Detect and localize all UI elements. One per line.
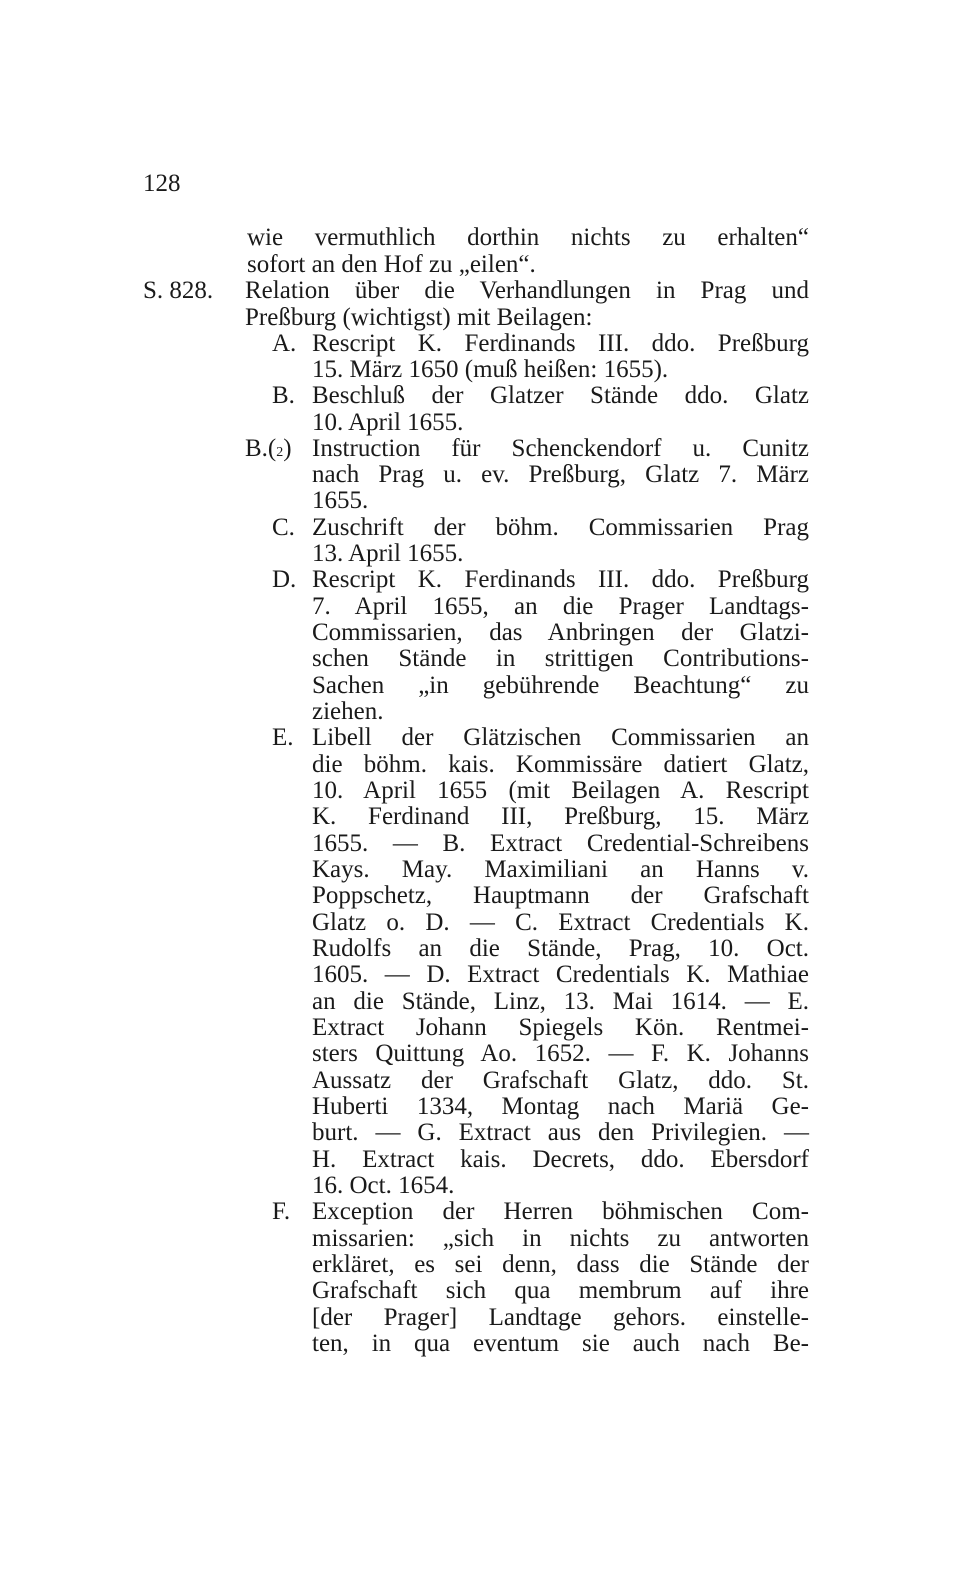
enclosure-marker: C. <box>272 514 295 541</box>
enclosure-line: Glatz o. D. — C. Extract Credentials K. <box>312 909 809 936</box>
enclosure-line: an die Stände, Linz, 13. Mai 1614. — E. <box>312 988 809 1015</box>
enclosure-line: 16. Oct. 1654. <box>312 1172 455 1199</box>
enclosure-line: burt. — G. Extract aus den Privilegien. — <box>312 1119 809 1146</box>
relation-line: Preßburg (wichtigst) mit Beilagen: <box>245 304 593 331</box>
enclosure-line: Aussatz der Grafschaft Glatz, ddo. St. <box>312 1067 809 1094</box>
enclosure-marker-subscript: 2 <box>276 445 284 460</box>
enclosure-line: Libell der Glätzischen Commissarien an <box>312 724 809 751</box>
section-label: S. 828. <box>143 277 214 304</box>
enclosure-line: Grafschaft sich qua membrum auf ihre <box>312 1277 809 1304</box>
enclosure-line: Poppschetz, Hauptmann der Grafschaft <box>312 882 809 909</box>
enclosure-line: 1655. — B. Extract Credential-Schreibens <box>312 830 809 857</box>
enclosure-line: nach Prag u. ev. Preßburg, Glatz 7. März <box>312 461 809 488</box>
enclosure-line: ziehen. <box>312 698 384 725</box>
enclosure-line: ten, in qua eventum sie auch nach Be- <box>312 1330 809 1357</box>
enclosure-line: Kays. May. Maximiliani an Hanns v. <box>312 856 809 883</box>
enclosure-line: Rudolfs an die Stände, Prag, 10. Oct. <box>312 935 809 962</box>
enclosure-line: 1605. — D. Extract Credentials K. Mathiae <box>312 961 809 988</box>
enclosure-line: Huberti 1334, Montag nach Mariä Ge- <box>312 1093 809 1120</box>
enclosure-marker: F. <box>272 1198 291 1225</box>
enclosure-line: Sachen „in gebührende Beachtung“ zu <box>312 672 809 699</box>
intro-line: sofort an den Hof zu „eilen“. <box>247 251 536 278</box>
enclosure-line: Commissarien, das Anbringen der Glatzi- <box>312 619 809 646</box>
enclosure-line: 13. April 1655. <box>312 540 464 567</box>
enclosure-line: missarien: „sich in nichts zu antworten <box>312 1225 809 1252</box>
enclosure-line: 10. April 1655 (mit Beilagen A. Rescript <box>312 777 809 804</box>
enclosure-line: 1655. <box>312 487 369 514</box>
enclosure-line: Extract Johann Spiegels Kön. Rentmei- <box>312 1014 809 1041</box>
enclosure-line: die böhm. kais. Kommissäre datiert Glatz, <box>312 751 809 778</box>
enclosure-line: Rescript K. Ferdinands III. ddo. Preßburg <box>312 330 809 357</box>
enclosure-line: Exception der Herren böhmischen Com- <box>312 1198 809 1225</box>
enclosure-line: schen Stände in strittigen Contributions- <box>312 645 809 672</box>
enclosure-line: [der Prager] Landtage gehors. einstelle- <box>312 1304 809 1331</box>
enclosure-marker: A. <box>272 330 297 357</box>
enclosure-line: 10. April 1655. <box>312 409 464 436</box>
enclosure-line: Zuschrift der böhm. Commissarien Prag <box>312 514 809 541</box>
enclosure-line: K. Ferdinand III, Preßburg, 15. März <box>312 803 809 830</box>
enclosure-marker: B. <box>272 382 295 409</box>
enclosure-line: sters Quittung Ao. 1652. — F. K. Johanns <box>312 1040 809 1067</box>
page-number: 128 <box>143 170 181 197</box>
intro-line: wie vermuthlich dorthin nichts zu erhalten“ <box>247 224 809 251</box>
enclosure-line: Beschluß der Glatzer Stände ddo. Glatz <box>312 382 809 409</box>
enclosure-marker: E. <box>272 724 294 751</box>
enclosure-line: erkläret, es sei denn, dass die Stände der <box>312 1251 809 1278</box>
enclosure-line: 7. April 1655, an die Prager Landtags- <box>312 593 809 620</box>
enclosure-line: Instruction für Schenckendorf u. Cunitz <box>312 435 809 462</box>
enclosure-marker: D. <box>272 566 297 593</box>
enclosure-marker-prefix: B.( <box>245 435 277 462</box>
enclosure-line: Rescript K. Ferdinands III. ddo. Preßburg <box>312 566 809 593</box>
enclosure-line: H. Extract kais. Decrets, ddo. Ebersdorf <box>312 1146 809 1173</box>
enclosure-marker <box>245 436 292 466</box>
relation-line: Relation über die Verhandlungen in Prag und <box>245 277 809 304</box>
enclosure-line: 15. März 1650 (muß heißen: 1655). <box>312 356 669 383</box>
enclosure-marker-suffix: ) <box>283 435 292 462</box>
